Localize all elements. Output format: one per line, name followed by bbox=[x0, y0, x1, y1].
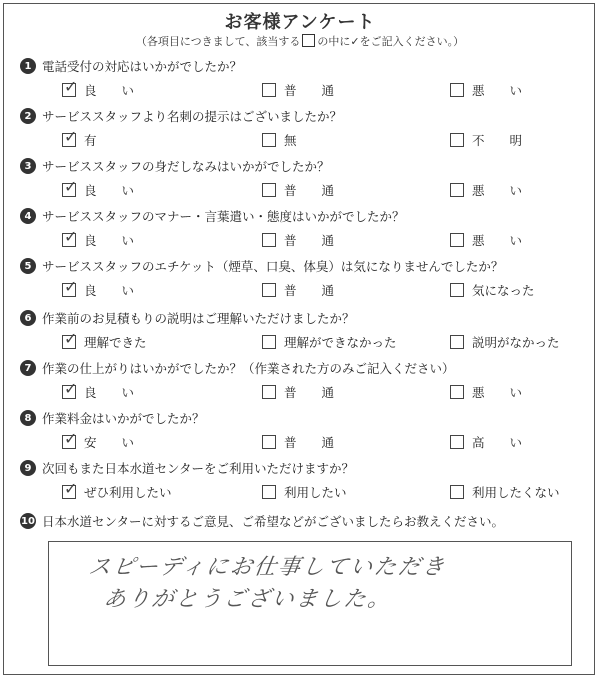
checkbox-icon[interactable] bbox=[262, 233, 276, 247]
number-circle-icon: 9 bbox=[20, 460, 36, 476]
checkbox-icon[interactable] bbox=[450, 485, 464, 499]
option-label: 悪 い bbox=[472, 183, 523, 198]
form-title: お客様アンケート bbox=[224, 12, 376, 33]
option-label: 普 通 bbox=[284, 283, 335, 298]
check-mark-icon: ✓ bbox=[64, 479, 78, 498]
question-text: 電話受付の対応はいかがでしたか？ bbox=[42, 59, 243, 74]
option-label: 悪 い bbox=[472, 233, 523, 248]
option-label: 理解できた bbox=[84, 335, 147, 350]
question-10 bbox=[20, 510, 504, 532]
option-label: 普 通 bbox=[284, 83, 335, 98]
option-label: 普 通 bbox=[284, 183, 335, 198]
option-2-2[interactable] bbox=[262, 131, 297, 149]
option-label: 高 い bbox=[472, 435, 523, 450]
option-4-1[interactable] bbox=[62, 227, 135, 249]
option-7-1[interactable] bbox=[62, 379, 135, 401]
question-text: サービススタッフのマナー・言葉遣い・態度はいかがでしたか？ bbox=[42, 209, 405, 224]
question-9 bbox=[20, 457, 354, 479]
option-7-3[interactable] bbox=[450, 383, 522, 401]
checkbox-icon[interactable] bbox=[450, 233, 464, 247]
option-9-2[interactable] bbox=[262, 483, 347, 501]
checkbox-icon[interactable] bbox=[62, 329, 78, 349]
question-7 bbox=[20, 357, 455, 379]
option-1-1[interactable] bbox=[62, 77, 135, 99]
question-6 bbox=[20, 307, 355, 329]
option-4-3[interactable] bbox=[450, 231, 522, 249]
check-mark-icon: ✓ bbox=[64, 429, 78, 448]
comment-line-1: スピーディにお仕事していただき bbox=[86, 555, 448, 580]
checkbox-icon[interactable] bbox=[262, 283, 276, 297]
number-circle-icon: 3 bbox=[20, 158, 36, 174]
option-5-2[interactable] bbox=[262, 281, 334, 299]
option-4-2[interactable] bbox=[262, 231, 334, 249]
option-label: 無 bbox=[284, 133, 297, 148]
checkbox-icon[interactable] bbox=[62, 429, 78, 449]
option-1-2[interactable] bbox=[262, 81, 334, 99]
question-4 bbox=[20, 205, 405, 227]
checkbox-icon[interactable] bbox=[262, 435, 276, 449]
option-label: 不 明 bbox=[472, 133, 523, 148]
checkbox-icon[interactable] bbox=[262, 83, 276, 97]
question-text: サービススタッフのエチケット（煙草、口臭、体臭）は気になりませんでしたか？ bbox=[42, 259, 504, 274]
option-5-1[interactable] bbox=[62, 277, 135, 299]
instructions-after: の中に✓をご記入ください。） bbox=[317, 35, 465, 48]
number-circle-icon: 1 bbox=[20, 58, 36, 74]
check-mark-icon: ✓ bbox=[64, 77, 78, 96]
comment-line-2: ありがとうございました。 bbox=[101, 587, 394, 612]
option-3-3[interactable] bbox=[450, 181, 522, 199]
option-label: 良 い bbox=[84, 283, 135, 298]
checkbox-icon[interactable] bbox=[450, 385, 464, 399]
option-6-2[interactable] bbox=[262, 333, 397, 351]
checkbox-icon[interactable] bbox=[450, 335, 464, 349]
checkbox-icon[interactable] bbox=[62, 227, 78, 247]
comment-box[interactable] bbox=[48, 541, 572, 666]
checkbox-icon[interactable] bbox=[262, 183, 276, 197]
number-circle-icon: 8 bbox=[20, 410, 36, 426]
check-mark-icon: ✓ bbox=[64, 127, 78, 146]
option-label: 普 通 bbox=[284, 435, 335, 450]
option-label: 安 い bbox=[84, 435, 135, 450]
checkbox-icon[interactable] bbox=[62, 479, 78, 499]
check-mark-icon: ✓ bbox=[64, 277, 78, 296]
number-circle-icon: 4 bbox=[20, 208, 36, 224]
question-text: 次回もまた日本水道センターをご利用いただけますか？ bbox=[42, 461, 355, 476]
checkbox-icon[interactable] bbox=[262, 133, 276, 147]
check-mark-icon: ✓ bbox=[64, 329, 78, 348]
checkbox-icon[interactable] bbox=[262, 385, 276, 399]
option-8-1[interactable] bbox=[62, 429, 135, 451]
option-9-3[interactable] bbox=[450, 483, 560, 501]
option-label: 良 い bbox=[84, 385, 135, 400]
option-6-3[interactable] bbox=[450, 333, 560, 351]
option-2-1[interactable] bbox=[62, 127, 97, 149]
option-3-1[interactable] bbox=[62, 177, 135, 199]
checkbox-icon[interactable] bbox=[450, 283, 464, 297]
checkbox-icon[interactable] bbox=[450, 133, 464, 147]
option-label: 有 bbox=[84, 133, 97, 148]
check-mark-icon: ✓ bbox=[64, 379, 78, 398]
checkbox-icon[interactable] bbox=[62, 127, 78, 147]
checkbox-icon[interactable] bbox=[262, 485, 276, 499]
question-text: 作業料金はいかがでしたか？ bbox=[42, 411, 205, 426]
question-8 bbox=[20, 407, 205, 429]
option-3-2[interactable] bbox=[262, 181, 334, 199]
option-8-3[interactable] bbox=[450, 433, 522, 451]
question-2 bbox=[20, 105, 342, 127]
number-circle-icon: 2 bbox=[20, 108, 36, 124]
question-3 bbox=[20, 155, 330, 177]
question-5 bbox=[20, 255, 503, 277]
question-text: 日本水道センターに対するご意見、ご希望などがございましたらお教えください。 bbox=[42, 514, 505, 529]
checkbox-icon[interactable] bbox=[450, 83, 464, 97]
option-9-1[interactable] bbox=[62, 479, 172, 501]
question-text: 作業の仕上がりはいかがでしたか？（作業された方のみご記入ください） bbox=[42, 361, 455, 376]
option-label: 悪 い bbox=[472, 385, 523, 400]
option-6-1[interactable] bbox=[62, 329, 147, 351]
option-label: 利用したい bbox=[284, 485, 347, 500]
option-label: ぜひ利用したい bbox=[84, 485, 172, 500]
number-circle-icon: 10 bbox=[20, 513, 36, 529]
checkbox-icon[interactable] bbox=[62, 379, 78, 399]
option-label: 良 い bbox=[84, 183, 135, 198]
option-label: 普 通 bbox=[284, 233, 335, 248]
number-circle-icon: 7 bbox=[20, 360, 36, 376]
check-mark-icon: ✓ bbox=[64, 227, 78, 246]
option-label: 良 い bbox=[84, 83, 135, 98]
form-instructions bbox=[0, 33, 600, 49]
question-text: サービススタッフより名刺の提示はございましたか？ bbox=[42, 109, 343, 124]
question-text: 作業前のお見積もりの説明はご理解いただけましたか？ bbox=[42, 311, 355, 326]
check-mark-icon: ✓ bbox=[64, 177, 78, 196]
number-circle-icon: 6 bbox=[20, 310, 36, 326]
option-5-3[interactable] bbox=[450, 281, 535, 299]
option-label: 普 通 bbox=[284, 385, 335, 400]
option-label: 悪 い bbox=[472, 83, 523, 98]
option-label: 説明がなかった bbox=[472, 335, 560, 350]
option-label: 気になった bbox=[472, 283, 535, 298]
option-label: 理解ができなかった bbox=[284, 335, 397, 350]
checkbox-icon[interactable] bbox=[62, 77, 78, 97]
checkbox-icon[interactable] bbox=[450, 435, 464, 449]
checkbox-icon[interactable] bbox=[62, 277, 78, 297]
instructions-before: （各項目につきまして、該当する bbox=[135, 35, 301, 48]
question-1 bbox=[20, 55, 242, 77]
option-1-3[interactable] bbox=[450, 81, 522, 99]
checkbox-icon bbox=[302, 34, 315, 47]
option-label: 利用したくない bbox=[472, 485, 560, 500]
option-7-2[interactable] bbox=[262, 383, 334, 401]
option-label: 良 い bbox=[84, 233, 135, 248]
checkbox-icon[interactable] bbox=[450, 183, 464, 197]
checkbox-icon[interactable] bbox=[62, 177, 78, 197]
question-text: サービススタッフの身だしなみはいかがでしたか？ bbox=[42, 159, 330, 174]
number-circle-icon: 5 bbox=[20, 258, 36, 274]
checkbox-icon[interactable] bbox=[262, 335, 276, 349]
option-8-2[interactable] bbox=[262, 433, 334, 451]
option-2-3[interactable] bbox=[450, 131, 522, 149]
